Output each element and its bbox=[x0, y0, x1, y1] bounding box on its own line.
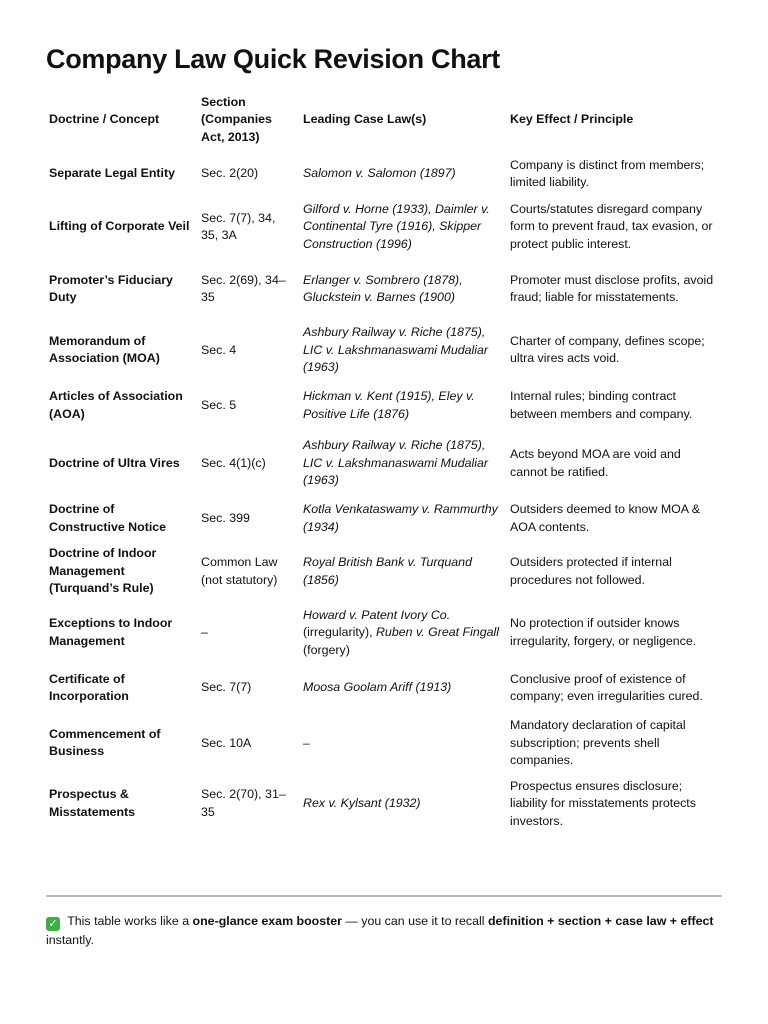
case-law-cell: Salomon v. Salomon (1897) bbox=[303, 166, 456, 181]
table-row bbox=[44, 774, 724, 835]
section-cell: Sec. 2(69), 34–35 bbox=[201, 272, 286, 304]
doctrine-cell: Articles of Association (AOA) bbox=[49, 389, 183, 421]
case-law-cell: Kotla Venkataswamy v. Rammurthy (1934) bbox=[303, 502, 498, 534]
table-row bbox=[44, 497, 724, 541]
table-row bbox=[44, 320, 724, 381]
footer-text-post: instantly. bbox=[46, 933, 94, 947]
doctrine-cell: Exceptions to Indoor Management bbox=[49, 616, 173, 648]
table-row bbox=[44, 381, 724, 431]
effect-cell: Acts beyond MOA are void and cannot be ratified. bbox=[510, 447, 681, 479]
check-mark-icon: ✓ bbox=[46, 917, 60, 931]
table-row bbox=[44, 713, 724, 774]
effect-cell: Courts/statutes disregard company form to prevent fraud, tax evasion, or protect public interest. bbox=[510, 201, 713, 251]
doctrine-cell: Doctrine of Ultra Vires bbox=[49, 455, 180, 470]
case-law-cell: Moosa Goolam Ariff (1913) bbox=[303, 680, 452, 695]
effect-cell: Outsiders deemed to know MOA & AOA contents. bbox=[510, 502, 701, 534]
divider bbox=[46, 895, 722, 897]
section-cell: Sec. 5 bbox=[201, 397, 237, 412]
case-law-cell: Erlanger v. Sombrero (1878), Gluckstein v. Barnes (1900) bbox=[303, 272, 463, 304]
table-row bbox=[44, 258, 724, 320]
footer-bold-recall: definition + section + case law + effect bbox=[487, 914, 714, 928]
section-cell: Sec. 399 bbox=[201, 510, 250, 525]
table-row bbox=[44, 663, 724, 713]
table-row bbox=[44, 196, 724, 258]
case-law-cell: Hickman v. Kent (1915), Eley v. Positive Life (1876) bbox=[303, 389, 475, 421]
doctrine-cell: Memorandum of Association (MOA) bbox=[49, 333, 160, 366]
case-law-cell: Gilford v. Horne (1933), Daimler v. Continental Tyre (1916), Skipper Construction (1996) bbox=[303, 201, 490, 251]
table-row bbox=[44, 431, 724, 497]
effect-cell: Outsiders protected if internal procedures not followed. bbox=[510, 555, 672, 587]
footer-text-pre: This table works like a bbox=[64, 914, 193, 928]
section-cell: Sec. 7(7) bbox=[201, 680, 252, 695]
footer-text-mid: — you can use it to recall bbox=[341, 914, 488, 928]
doctrine-cell: Commencement of Business bbox=[49, 726, 161, 759]
header-section: Section (Companies Act, 2013) bbox=[201, 94, 272, 144]
case-law-cell: Royal British Bank v. Turquand (1856) bbox=[303, 555, 472, 587]
section-cell: Sec. 2(70), 31–35 bbox=[201, 787, 286, 819]
table-row bbox=[44, 541, 724, 603]
section-cell: Sec. 2(20) bbox=[201, 166, 259, 181]
page-title: Company Law Quick Revision Chart bbox=[46, 44, 501, 74]
effect-cell: Internal rules; binding contract between members and company. bbox=[510, 389, 693, 421]
section-cell: – bbox=[201, 625, 208, 639]
table-header-row bbox=[44, 88, 724, 152]
case-law-fragment: (forgery) bbox=[303, 642, 350, 657]
table-row bbox=[44, 603, 724, 664]
section-cell: Sec. 4 bbox=[201, 342, 237, 357]
case-law-cell bbox=[298, 603, 505, 664]
footer-note bbox=[46, 912, 726, 949]
header-concept: Doctrine / Concept bbox=[49, 112, 160, 127]
doctrine-cell: Promoter’s Fiduciary Duty bbox=[49, 272, 173, 304]
section-cell: Common Law (not statutory) bbox=[201, 555, 278, 587]
doctrine-cell: Doctrine of Constructive Notice bbox=[49, 502, 167, 534]
effect-cell: Company is distinct from members; limited liability. bbox=[510, 157, 705, 189]
case-law-fragment: Ruben v. Great Fingall bbox=[375, 625, 500, 639]
case-law-fragment: Howard v. Patent Ivory Co. bbox=[303, 607, 451, 622]
header-effect: Key Effect / Principle bbox=[510, 112, 634, 127]
doctrine-cell: Separate Legal Entity bbox=[49, 166, 176, 181]
doctrine-cell: Lifting of Corporate Veil bbox=[49, 219, 190, 234]
footer-bold-booster: one-glance exam booster bbox=[192, 914, 342, 928]
case-law-cell: Ashbury Railway v. Riche (1875), LIC v. Lakshmanaswami Mudaliar (1963) bbox=[303, 325, 489, 374]
table-body bbox=[44, 152, 724, 834]
section-cell: Sec. 10A bbox=[201, 735, 252, 750]
effect-cell: No protection if outsider knows irregularity, forgery, or negligence. bbox=[510, 616, 697, 648]
doctrine-cell: Doctrine of Indoor Management (Turquand’s Rule) bbox=[49, 546, 157, 596]
header-case-law: Leading Case Law(s) bbox=[303, 112, 427, 127]
case-law-fragment: (irregularity), bbox=[303, 625, 376, 639]
case-law-cell: Ashbury Railway v. Riche (1875), LIC v. Lakshmanaswami Mudaliar (1963) bbox=[303, 438, 489, 488]
doctrine-cell: Prospectus & Misstatements bbox=[49, 787, 136, 819]
case-law-cell: – bbox=[303, 735, 310, 750]
section-cell: Sec. 7(7), 34, 35, 3A bbox=[201, 210, 276, 242]
effect-cell: Charter of company, defines scope; ultra vires acts void. bbox=[510, 333, 705, 366]
effect-cell: Conclusive proof of existence of company; even irregularities cured. bbox=[510, 671, 703, 703]
doctrine-cell: Certificate of Incorporation bbox=[49, 671, 129, 703]
table-row bbox=[44, 152, 724, 196]
effect-cell: Mandatory declaration of capital subscription; prevents shell companies. bbox=[510, 718, 686, 767]
effect-cell: Promoter must disclose profits, avoid fraud; liable for misstatements. bbox=[510, 272, 714, 304]
revision-table bbox=[44, 88, 724, 834]
effect-cell: Prospectus ensures disclosure; liability for misstatements protects investors. bbox=[510, 778, 696, 828]
section-cell: Sec. 4(1)(c) bbox=[201, 455, 266, 470]
case-law-cell: Rex v. Kylsant (1932) bbox=[303, 796, 421, 810]
